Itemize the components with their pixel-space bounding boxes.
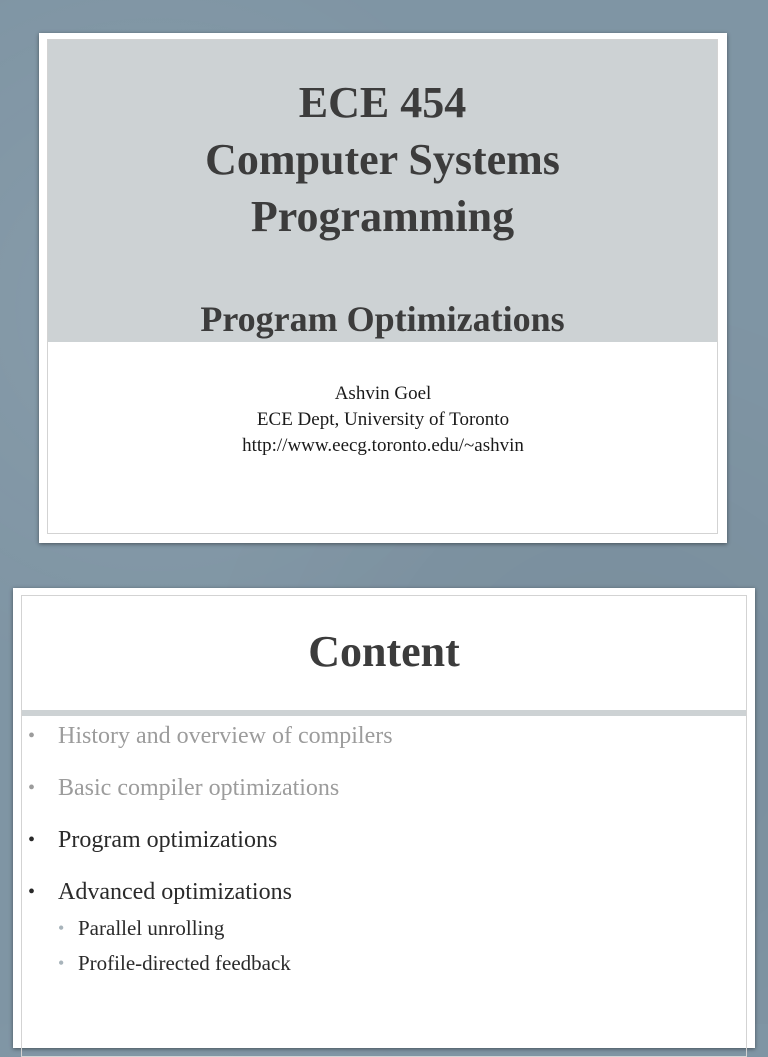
course-name-line-1: Computer Systems [205,135,560,184]
author-url[interactable]: http://www.eecg.toronto.edu/~ashvin [242,435,524,456]
sub-bullet-text: Profile-directed feedback [78,951,291,975]
bullet-text: Program optimizations [58,827,278,853]
content-slide [13,588,755,1048]
sub-bullet-text: Parallel unrolling [78,916,225,940]
bullet-icon: • [28,725,36,747]
title-divider [22,710,746,716]
bullet-text: Advanced optimizations [58,879,292,905]
course-name-line-2: Programming [250,192,515,241]
course-code: ECE 454 [298,78,467,127]
title-band [47,39,718,342]
bullet-icon: • [28,777,36,799]
slide-title: Content [308,627,460,676]
bullet-text: Basic compiler optimizations [58,775,340,801]
author-affiliation: ECE Dept, University of Toronto [256,409,510,430]
title-slide [39,33,727,543]
author-block [39,381,727,459]
bullet-text: History and overview of compilers [58,723,393,749]
sub-bullet-icon: • [58,918,65,938]
bullet-icon: • [28,881,36,903]
author-name: Ashvin Goel [334,383,432,404]
sub-bullet-icon: • [58,953,65,973]
bullet-icon: • [28,829,36,851]
lecture-subtitle: Program Optimizations [200,299,565,339]
